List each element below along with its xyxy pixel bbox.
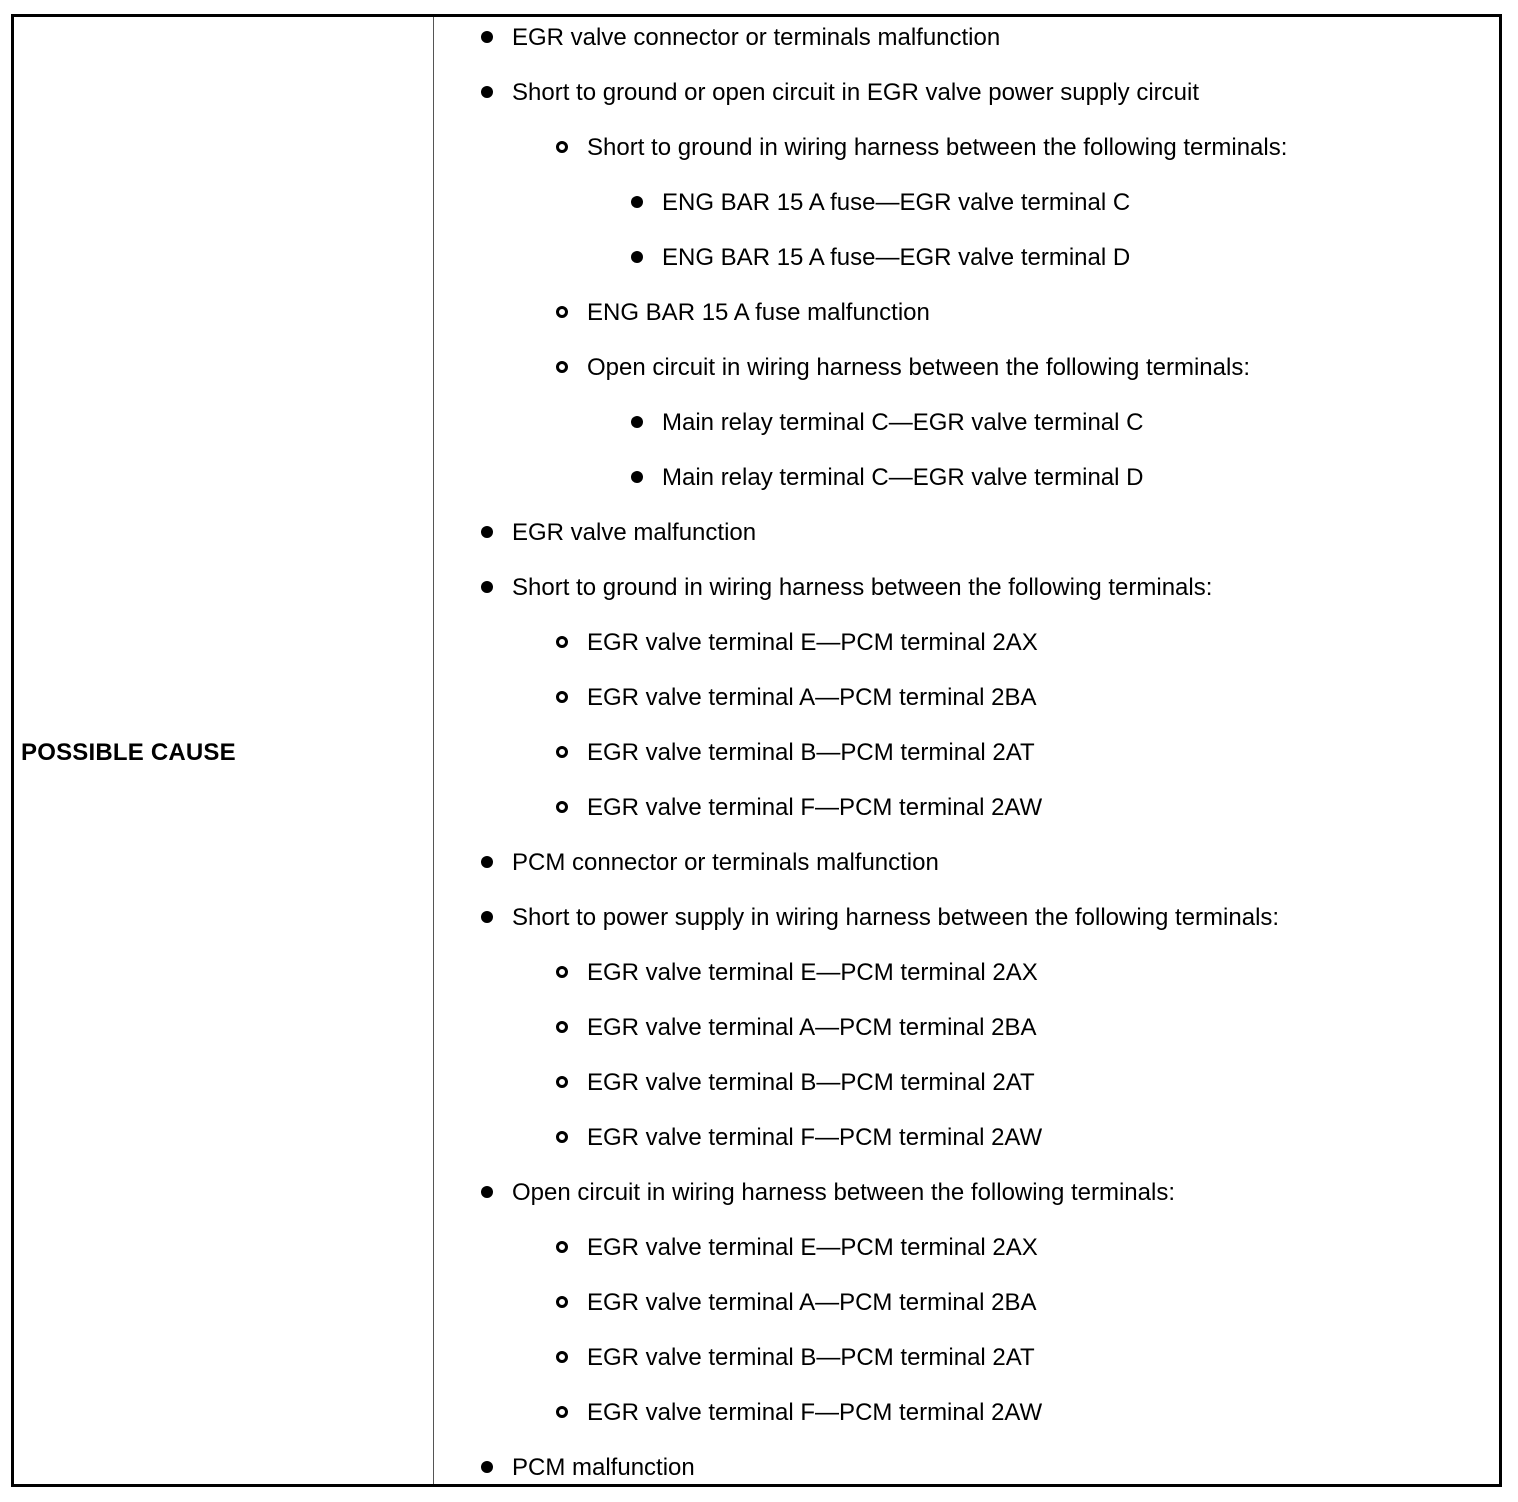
hollow-bullet-icon: [556, 141, 568, 153]
hollow-bullet-icon: [556, 746, 568, 758]
hollow-bullet-icon: [556, 1076, 568, 1088]
bullet-icon: [481, 581, 493, 593]
list-item-text: ENG BAR 15 A fuse—EGR valve terminal C: [662, 189, 1131, 216]
list-item-text: EGR valve terminal E—PCM terminal 2AX: [587, 1234, 1038, 1261]
bullet-icon: [481, 911, 493, 923]
list-item-text: EGR valve terminal A—PCM terminal 2BA: [587, 684, 1037, 711]
column-divider: [433, 17, 434, 1484]
list-item-text: Open circuit in wiring harness between the following terminals:: [587, 354, 1250, 381]
hollow-bullet-icon: [556, 1131, 568, 1143]
hollow-bullet-icon: [556, 801, 568, 813]
hollow-bullet-icon: [556, 1296, 568, 1308]
hollow-bullet-icon: [556, 1241, 568, 1253]
list-item-text: Short to ground in wiring harness between the following terminals:: [512, 574, 1213, 601]
bullet-icon: [481, 31, 493, 43]
list-item-text: Short to ground in wiring harness between the following terminals:: [587, 134, 1288, 161]
hollow-bullet-icon: [556, 691, 568, 703]
hollow-bullet-icon: [556, 1406, 568, 1418]
bullet-icon: [631, 196, 643, 208]
list-item-text: EGR valve terminal E—PCM terminal 2AX: [587, 629, 1038, 656]
list-item-text: EGR valve terminal F—PCM terminal 2AW: [587, 1124, 1043, 1151]
bullet-icon: [481, 856, 493, 868]
list-item-text: EGR valve terminal F—PCM terminal 2AW: [587, 794, 1043, 821]
list-item-text: EGR valve terminal B—PCM terminal 2AT: [587, 1069, 1035, 1096]
list-item-text: EGR valve terminal E—PCM terminal 2AX: [587, 959, 1038, 986]
list-item-text: PCM malfunction: [512, 1454, 695, 1481]
list-item-text: Short to power supply in wiring harness between the following terminals:: [512, 904, 1280, 931]
bullet-icon: [481, 1186, 493, 1198]
list-item-text: Short to ground or open circuit in EGR valve power supply circuit: [512, 79, 1199, 106]
list-item-text: EGR valve terminal B—PCM terminal 2AT: [587, 739, 1035, 766]
hollow-bullet-icon: [556, 361, 568, 373]
bullet-icon: [481, 86, 493, 98]
bullet-icon: [481, 526, 493, 538]
list-item-text: Main relay terminal C—EGR valve terminal C: [662, 409, 1144, 436]
hollow-bullet-icon: [556, 1021, 568, 1033]
hollow-bullet-icon: [556, 966, 568, 978]
list-item-text: ENG BAR 15 A fuse malfunction: [587, 299, 930, 326]
list-item-text: Main relay terminal C—EGR valve terminal D: [662, 464, 1144, 491]
hollow-bullet-icon: [556, 306, 568, 318]
list-item-text: EGR valve malfunction: [512, 519, 757, 546]
possible-cause-label: POSSIBLE CAUSE: [21, 739, 236, 766]
bullet-icon: [631, 251, 643, 263]
list-item-text: PCM connector or terminals malfunction: [512, 849, 939, 876]
list-item-text: EGR valve terminal B—PCM terminal 2AT: [587, 1344, 1035, 1371]
bullet-icon: [631, 416, 643, 428]
hollow-bullet-icon: [556, 1351, 568, 1363]
list-item-text: EGR valve terminal A—PCM terminal 2BA: [587, 1289, 1037, 1316]
bullet-icon: [631, 471, 643, 483]
cause-table: [11, 14, 1502, 1487]
bullet-icon: [481, 1461, 493, 1473]
list-item-text: EGR valve connector or terminals malfunction: [512, 24, 1001, 51]
list-item-text: Open circuit in wiring harness between the following terminals:: [512, 1179, 1175, 1206]
hollow-bullet-icon: [556, 636, 568, 648]
list-item-text: EGR valve terminal A—PCM terminal 2BA: [587, 1014, 1037, 1041]
list-item-text: ENG BAR 15 A fuse—EGR valve terminal D: [662, 244, 1131, 271]
list-item-text: EGR valve terminal F—PCM terminal 2AW: [587, 1399, 1043, 1426]
